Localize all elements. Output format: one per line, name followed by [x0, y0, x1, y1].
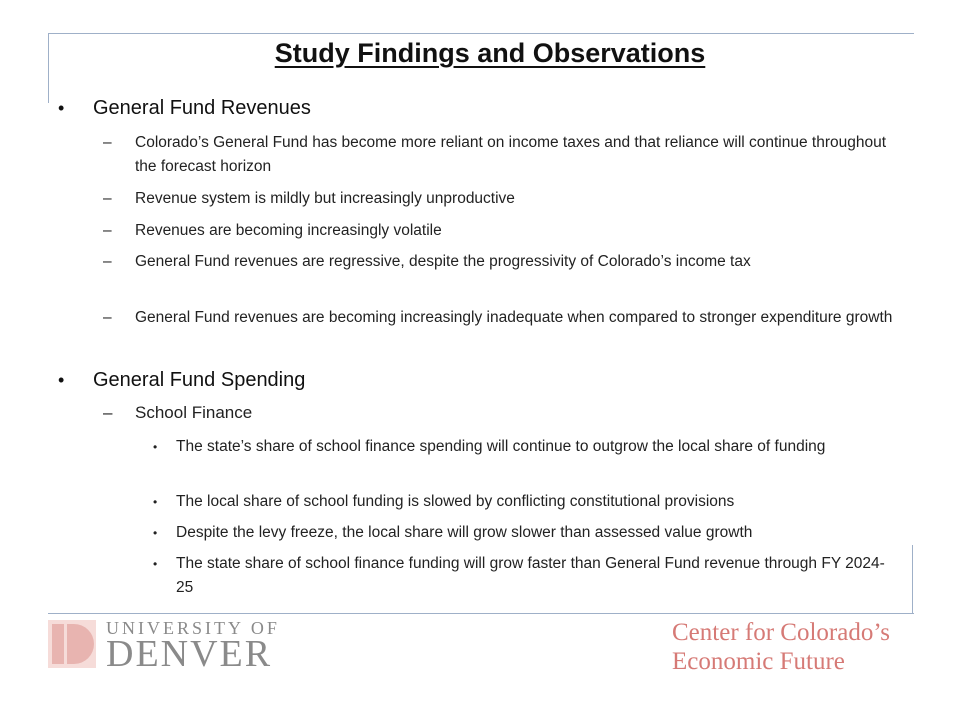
dash-icon: – [103, 253, 112, 270]
list-item-text: Colorado’s General Fund has become more reliant on income taxes and that reliance will continue throughout the forecast horizon [135, 134, 887, 175]
du-d-mark-icon [48, 620, 96, 668]
list-item-text: The local share of school funding is slowed by conflicting constitutional provisions [176, 493, 735, 510]
frame-top-line [48, 33, 914, 34]
section-heading-spending [58, 367, 893, 393]
center-for-colorados-economic-future-logo [672, 618, 932, 676]
dash-icon: – [103, 190, 112, 207]
list-item [103, 250, 900, 274]
bullet-icon: • [58, 98, 65, 118]
bullet-icon: • [153, 495, 158, 509]
list-item [153, 435, 896, 459]
dash-icon: – [103, 309, 112, 326]
list-item [153, 552, 896, 600]
bullet-icon: • [58, 370, 65, 390]
subsection-heading [103, 401, 900, 425]
list-item [103, 131, 900, 179]
slide-title: Study Findings and Observations [274, 38, 706, 68]
bullet-icon: • [153, 526, 158, 540]
list-item-text: General Fund revenues are regressive, despite the progressivity of Colorado’s income tax [135, 253, 751, 270]
list-item [153, 521, 896, 545]
list-item-text: The state’s share of school finance spending will continue to outgrow the local share of funding [176, 438, 826, 455]
dash-icon: – [103, 134, 112, 151]
frame-right-line [912, 545, 913, 613]
subsection-heading-label: School Finance [135, 403, 253, 422]
list-item [103, 219, 900, 243]
dash-icon: – [103, 403, 113, 422]
section-heading-revenues [58, 95, 893, 121]
list-item [103, 306, 900, 330]
list-item-text: General Fund revenues are becoming increasingly inadequate when compared to stronger expenditure growth [135, 309, 893, 326]
list-item [103, 187, 900, 211]
denver-line: DENVER [106, 633, 273, 675]
list-item [153, 490, 896, 514]
list-item-text: Revenues are becoming increasingly volatile [135, 222, 442, 239]
frame-bottom-line [48, 613, 914, 614]
list-item-text: Revenue system is mildly but increasingly unproductive [135, 190, 515, 207]
center-line-2: Economic Future [672, 648, 845, 675]
bullet-icon: • [153, 440, 158, 454]
list-item-text: Despite the levy freeze, the local share will grow slower than assessed value growth [176, 524, 753, 541]
dash-icon: – [103, 222, 112, 239]
university-line: UNIVERSITY OF [106, 618, 280, 638]
list-item-text: The state share of school finance funding will grow faster than General Fund revenue through FY 2024-25 [176, 555, 885, 596]
center-line-1: Center for Colorado’s [672, 619, 891, 646]
bullet-icon: • [153, 557, 158, 571]
section-heading-label: General Fund Revenues [93, 97, 311, 119]
university-of-denver-logo [48, 618, 288, 675]
section-heading-label: General Fund Spending [93, 369, 306, 391]
